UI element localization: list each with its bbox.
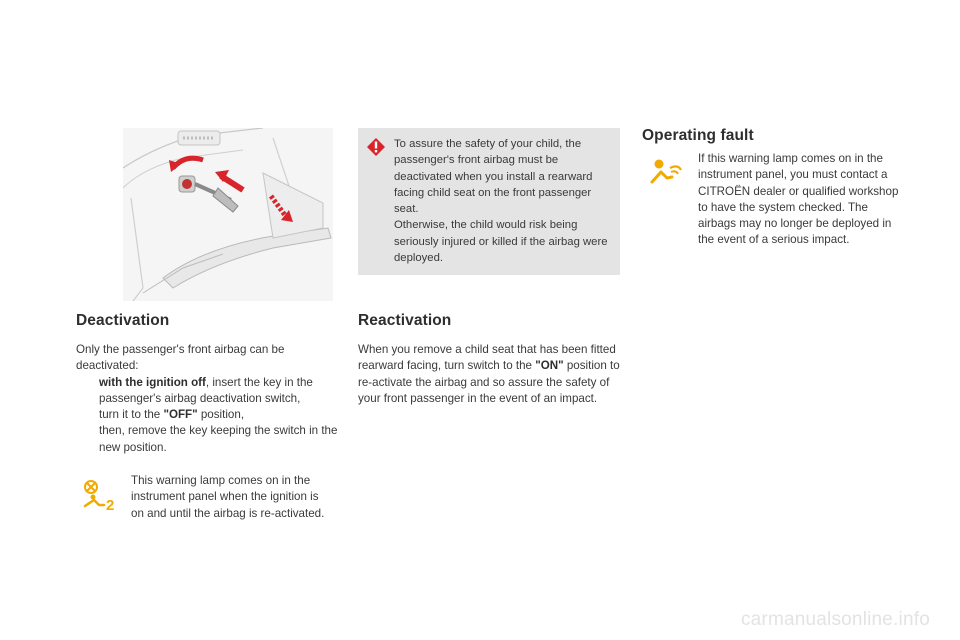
- step-1-bold: with the ignition off: [99, 375, 206, 389]
- svg-text:2: 2: [106, 497, 115, 514]
- step-3: [76, 423, 338, 456]
- operating-fault-text: If this warning lamp comes on in the instrument panel, you must contact a CITROËN dealer or qualified workshop to have the system checked. The airbags may no longer be deployed in the event of a serious impact.: [698, 152, 899, 247]
- step-2-pre: turn it to the: [99, 408, 164, 422]
- reactivation-section: [358, 312, 620, 407]
- watermark: carmanualsonline.info: [740, 609, 930, 630]
- step-2-bold: "OFF": [163, 408, 198, 422]
- safety-warning-box: [358, 128, 620, 275]
- step-2: [76, 407, 338, 423]
- step-2-post: position,: [197, 408, 245, 422]
- step-1-text: , insert the key in the passenger's airbag deactivation switch,: [99, 375, 313, 405]
- deactivation-intro: Only the passenger's front airbag can be deactivated:: [76, 343, 285, 373]
- step-3-text: then, remove the key keeping the switch in the new position.: [99, 424, 338, 454]
- reactivation-text: [358, 342, 620, 407]
- operating-fault-heading: Operating fault: [642, 127, 754, 144]
- glovebox-switch-illustration: [123, 128, 333, 301]
- exclamation-warning-icon: [367, 138, 385, 156]
- airbag-off-lamp-text: This warning lamp comes on in the instrument panel when the ignition is on and until the airbag is re-activated.: [131, 474, 325, 520]
- airbag-off-warning-icon: [82, 478, 118, 514]
- reactivation-heading: Reactivation: [358, 312, 452, 329]
- deactivation-section: [76, 312, 338, 456]
- operating-fault-section: [642, 127, 912, 145]
- reactivation-text-post: position to re-activate the airbag and so assure the safety of your front passenger in the event of an impact.: [358, 359, 620, 405]
- deactivation-heading: Deactivation: [76, 312, 170, 329]
- warning-text-1: To assure the safety of your child, the passenger's front airbag must be deactivated when you install a rearward facing child seat on the front passenger seat.: [394, 138, 593, 216]
- airbag-fault-warning-icon: [648, 156, 684, 190]
- reactivation-text-pre: When you remove a child seat that has been fitted rearward facing, turn switch to the: [358, 343, 616, 373]
- step-1: [76, 375, 338, 408]
- warning-text-2: Otherwise, the child would risk being seriously injured or killed if the airbag were deployed.: [394, 219, 608, 265]
- reactivation-text-bold: "ON": [535, 359, 564, 373]
